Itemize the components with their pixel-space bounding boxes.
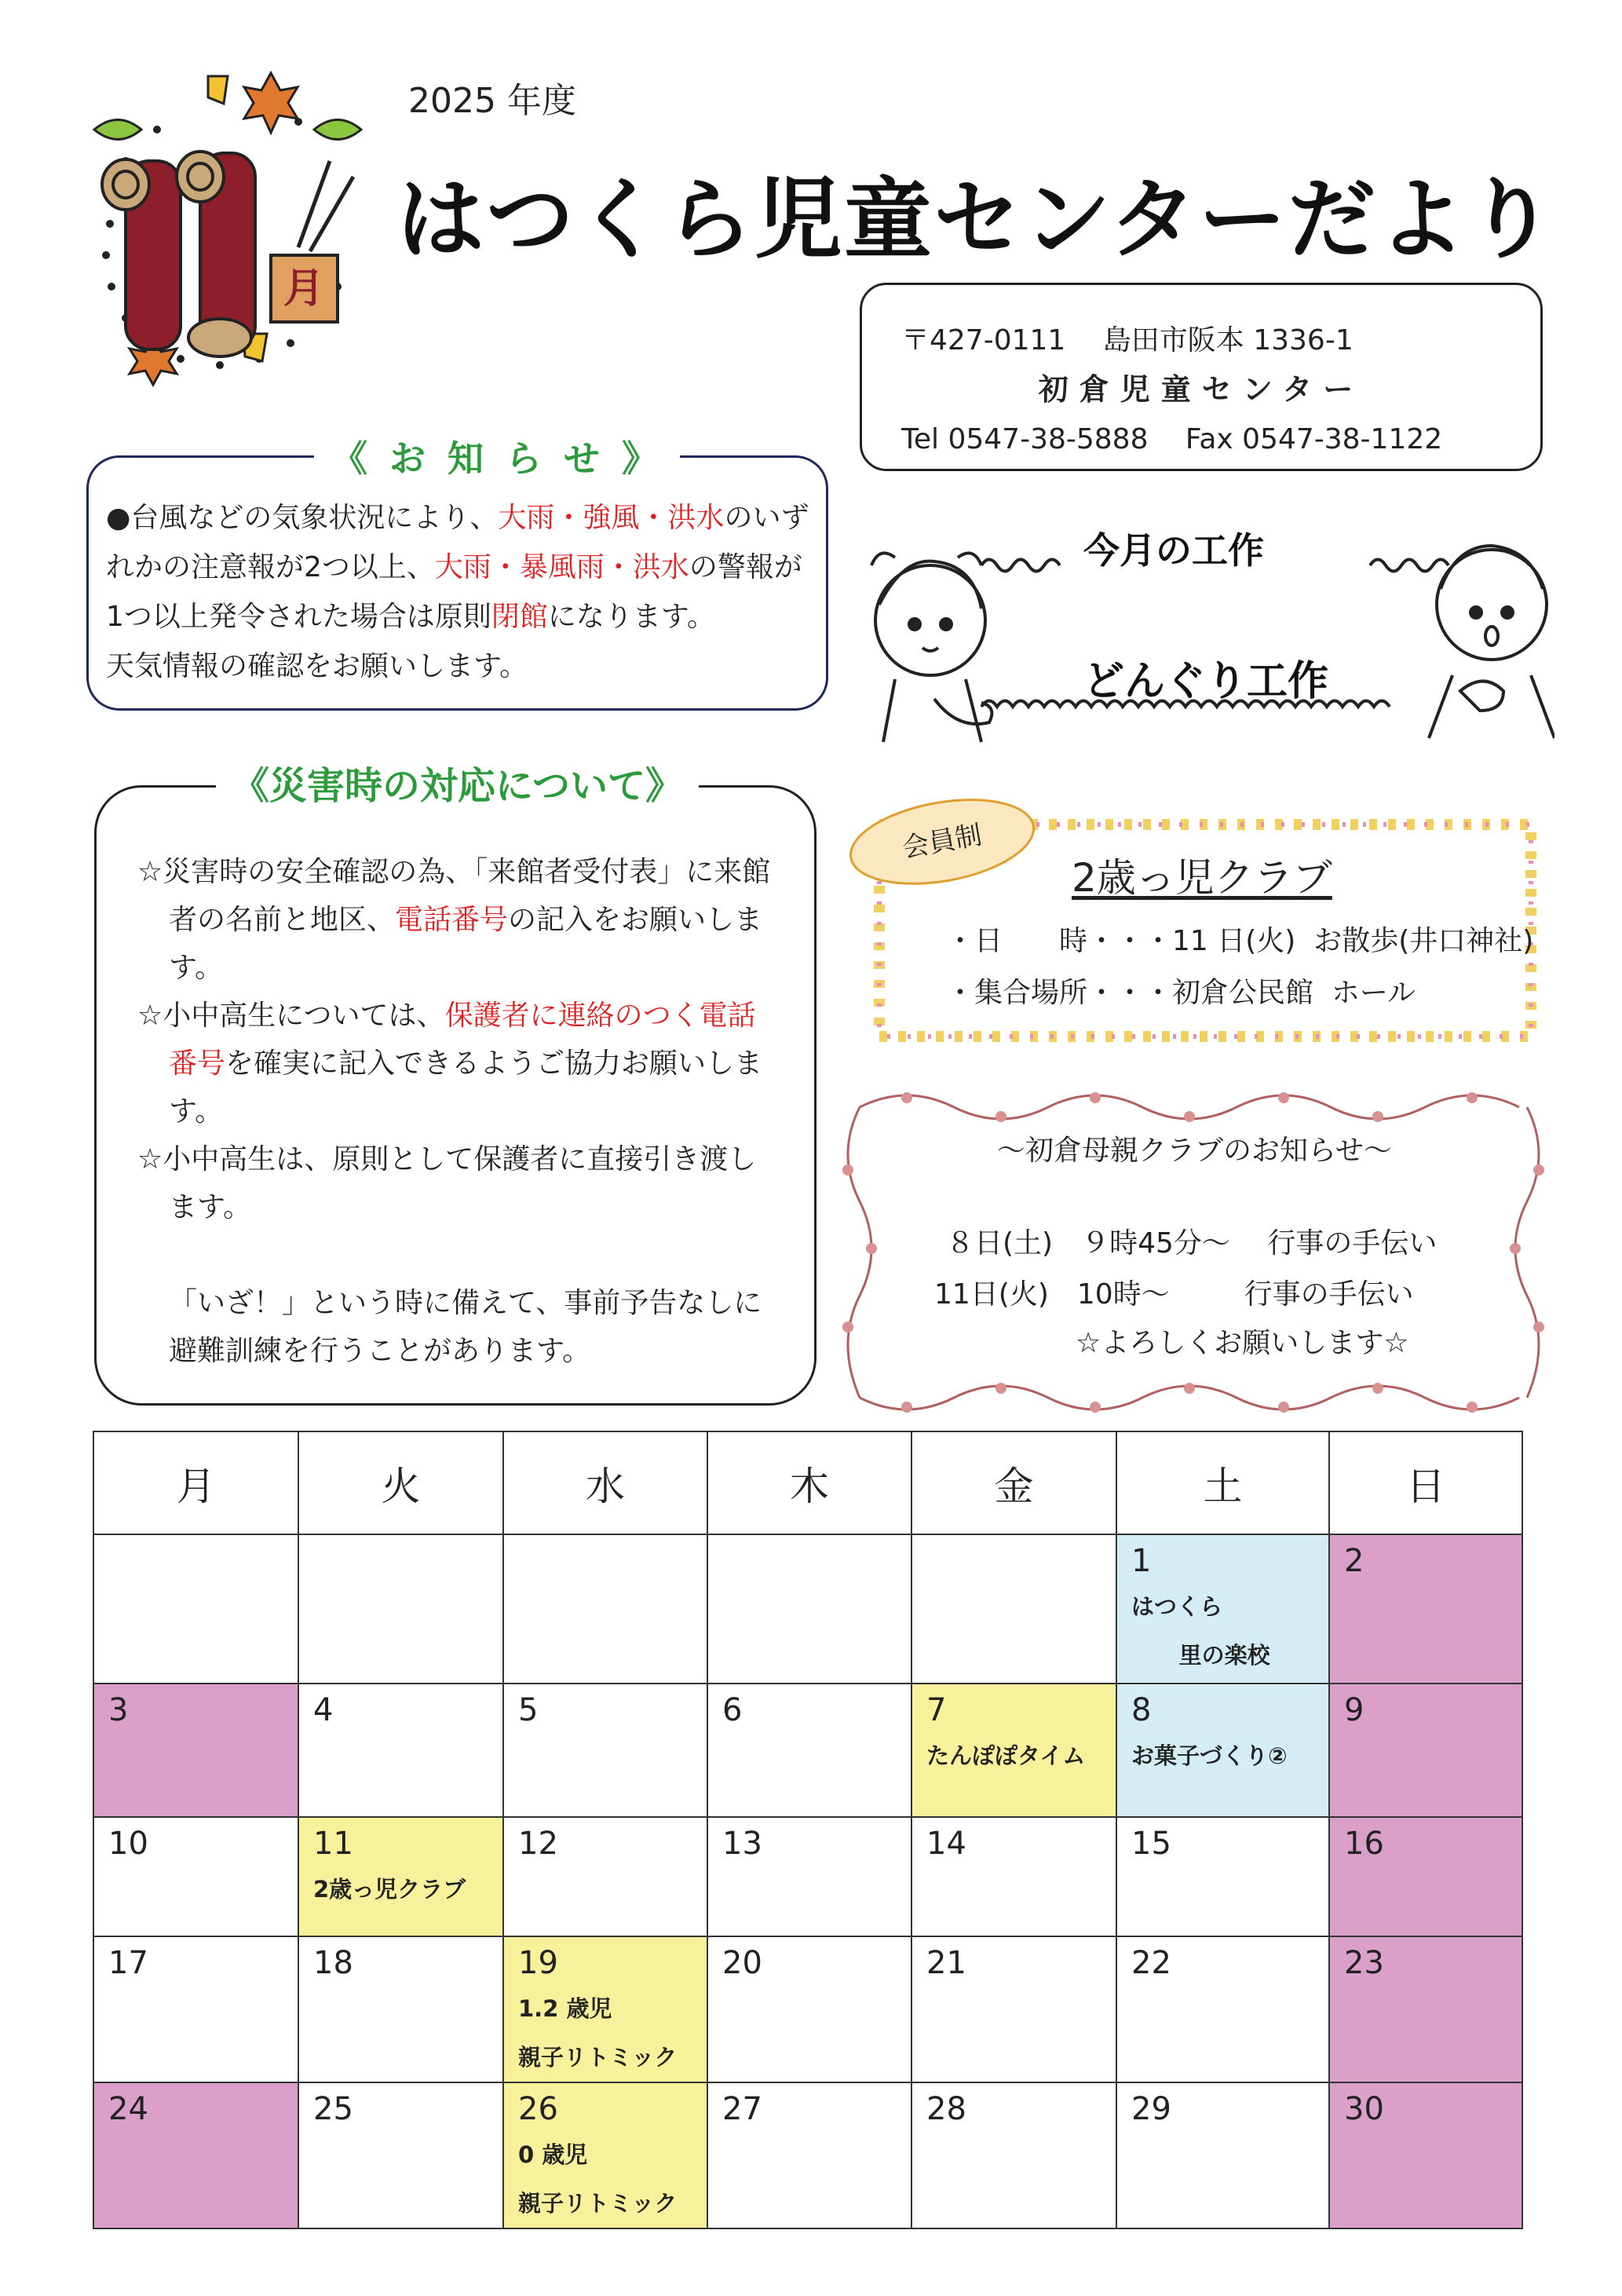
calendar-day-cell — [503, 1534, 707, 1684]
calendar-week-row — [93, 1684, 1522, 1817]
fiscal-year: 2025 年度 — [408, 81, 576, 121]
calendar-day-cell — [911, 2082, 1116, 2228]
notice-text: ●台風などの気象状況により、 — [106, 502, 499, 534]
day-event: 0 歳児 親子リトミック — [518, 2141, 678, 2217]
day-event: たんぽぽタイム — [926, 1742, 1086, 1769]
calendar-day-cell — [503, 1817, 707, 1936]
calendar-day-cell — [1116, 1936, 1329, 2082]
day-number: 5 — [518, 1692, 539, 1728]
calendar-day-cell — [911, 1817, 1116, 1936]
notice-weather-text: 天気情報の確認をお願いします。 — [106, 650, 528, 682]
calendar-day-cell — [1329, 1817, 1522, 1936]
day-number: 26 — [518, 2091, 558, 2127]
calendar-day-cell — [93, 1684, 298, 1817]
calendar-day-cell — [707, 1684, 911, 1817]
day-number: 18 — [313, 1945, 353, 1981]
contact-numbers: Tel 0547-38-5888 Fax 0547-38-1122 — [901, 423, 1443, 455]
mothers-club-event-2: 11日(火) 10時～ 行事の手伝い — [934, 1278, 1414, 1311]
day-number: 22 — [1131, 1945, 1171, 1981]
calendar-day-cell — [93, 1936, 298, 2082]
calendar-day-cell — [298, 1817, 503, 1936]
drill-notice: 「いざ！」という時に備えて、事前予告なしに避難訓練を行うことがあります。 — [169, 1287, 762, 1367]
day-number: 1 — [1131, 1543, 1152, 1579]
notice-alert-types: 大雨・暴風雨・洪水 — [434, 551, 689, 583]
badge-label: 会員制 — [900, 819, 985, 865]
mothers-club-closing: ☆よろしくお願いします☆ — [1076, 1327, 1409, 1359]
calendar-day-cell — [1329, 1684, 1522, 1817]
calendar-day-cell — [707, 1936, 911, 2082]
notice-body — [106, 493, 813, 691]
day-number: 21 — [926, 1945, 966, 1981]
disaster-body — [137, 848, 781, 1375]
day-number: 13 — [722, 1826, 762, 1862]
calendar-day-cell — [911, 1684, 1116, 1817]
calendar-week-row — [93, 1534, 1522, 1684]
day-number: 23 — [1344, 1945, 1384, 1981]
calendar-day-cell — [298, 1534, 503, 1684]
calendar-week-row — [93, 1936, 1522, 2082]
newsletter-title: はつくら児童センターだより — [396, 169, 1557, 271]
disaster-heading: 《災害時の対応について》 — [216, 755, 699, 810]
notice-heading: 《 お 知 ら せ 》 — [314, 430, 680, 482]
weekday-fri: 金 — [911, 1431, 1116, 1534]
day-number: 30 — [1344, 2091, 1384, 2127]
notice-closed: 閉館 — [491, 601, 548, 633]
day-number: 28 — [926, 2091, 966, 2127]
calendar-day-cell — [93, 1817, 298, 1936]
notice-warning-types: 大雨・強風・洪水 — [498, 502, 725, 534]
weekday-sun: 日 — [1329, 1431, 1522, 1534]
day-number: 24 — [108, 2091, 148, 2127]
weekday-sat: 土 — [1116, 1431, 1329, 1534]
club-place: ・集合場所・・・初倉公民館 ホール — [946, 977, 1416, 1009]
day-number: 8 — [1131, 1692, 1152, 1728]
day-number: 20 — [722, 1945, 762, 1981]
day-event: お菓子づくり② — [1131, 1742, 1288, 1769]
day-number: 14 — [926, 1826, 966, 1862]
disaster-item-3: ☆小中高生は、原則として保護者に直接引き渡します。 — [137, 1143, 757, 1223]
calendar-day-cell — [1329, 1534, 1522, 1684]
notice-text: になります。 — [547, 601, 716, 633]
day-number: 10 — [108, 1826, 148, 1862]
calendar-day-cell — [1116, 1684, 1329, 1817]
center-name: 初倉児童センター — [1038, 372, 1364, 407]
calendar-day-cell — [503, 1936, 707, 2082]
calendar-week-row — [93, 2082, 1522, 2228]
calendar-day-cell — [298, 1936, 503, 2082]
craft-name: どんぐり工作 — [1083, 658, 1329, 705]
calendar-day-cell — [911, 1534, 1116, 1684]
day-number: 7 — [926, 1692, 947, 1728]
day-event: 2歳っ児クラブ — [313, 1876, 466, 1903]
weekday-mon: 月 — [93, 1431, 298, 1534]
day-number: 19 — [518, 1945, 558, 1981]
notice-text: のいずれかの注意報が2つ以上、 — [106, 502, 809, 583]
craft-title: 今月の工作 — [1083, 529, 1264, 572]
calendar-day-cell — [93, 1534, 298, 1684]
month-logo — [63, 67, 377, 397]
calendar-day-cell — [298, 1684, 503, 1817]
mothers-club-event-1: ８日(土) ９時45分～ 行事の手伝い — [946, 1227, 1438, 1260]
calendar-day-cell — [911, 1936, 1116, 2082]
calendar-week-row — [93, 1817, 1522, 1936]
day-number: 4 — [313, 1692, 334, 1728]
disaster-item-1: ☆災害時の安全確認の為、「来館者受付表」に来館者の名前と地区、電話番号の記入をお願いします。 — [137, 856, 771, 984]
calendar-day-cell — [707, 2082, 911, 2228]
weekday-thu: 木 — [707, 1431, 911, 1534]
day-number: 2 — [1344, 1543, 1364, 1579]
day-event: 1.2 歳児 親子リトミック — [518, 1995, 678, 2071]
club-date: ・日 時・・・11 日(火) お散歩(井口神社) — [946, 925, 1534, 957]
weekday-wed: 水 — [503, 1431, 707, 1534]
day-event: はつくら 里の楽校 — [1131, 1593, 1270, 1669]
day-number: 15 — [1131, 1826, 1171, 1862]
calendar — [93, 1431, 1523, 2229]
day-number: 3 — [108, 1692, 129, 1728]
calendar-day-cell — [503, 1684, 707, 1817]
day-number: 27 — [722, 2091, 762, 2127]
address-box — [860, 283, 1543, 471]
calendar-day-cell — [503, 2082, 707, 2228]
calendar-day-cell — [1329, 2082, 1522, 2228]
day-number: 17 — [108, 1945, 148, 1981]
calendar-day-cell — [1116, 2082, 1329, 2228]
mothers-club-title: ～初倉母親クラブのお知らせ～ — [997, 1135, 1392, 1167]
calendar-day-cell — [93, 2082, 298, 2228]
day-number: 6 — [722, 1692, 743, 1728]
calendar-day-cell — [298, 2082, 503, 2228]
calendar-day-cell — [1116, 1534, 1329, 1684]
weekday-header-row — [93, 1431, 1522, 1534]
calendar-day-cell — [1329, 1936, 1522, 2082]
day-number: 25 — [313, 2091, 353, 2127]
calendar-day-cell — [707, 1534, 911, 1684]
day-number: 16 — [1344, 1826, 1384, 1862]
logo-month-unit: 月 — [283, 265, 325, 313]
notice-text: の警報が1つ以上発令された場合は原則 — [106, 551, 802, 633]
day-number: 12 — [518, 1826, 558, 1862]
calendar-day-cell — [707, 1817, 911, 1936]
day-number: 9 — [1344, 1692, 1364, 1728]
weekday-tue: 火 — [298, 1431, 503, 1534]
disaster-item-2: ☆小中高生については、保護者に連絡のつく電話番号を確実に記入できるようご協力お願いします。 — [137, 1000, 763, 1128]
calendar-day-cell — [1116, 1817, 1329, 1936]
club-title: 2歳っ児クラブ — [1072, 855, 1332, 901]
day-number: 11 — [313, 1826, 353, 1862]
members-only-badge — [844, 797, 1040, 887]
day-number: 29 — [1131, 2091, 1171, 2127]
postal-address: 〒427-0111 島田市阪本 1336-1 — [901, 324, 1353, 356]
